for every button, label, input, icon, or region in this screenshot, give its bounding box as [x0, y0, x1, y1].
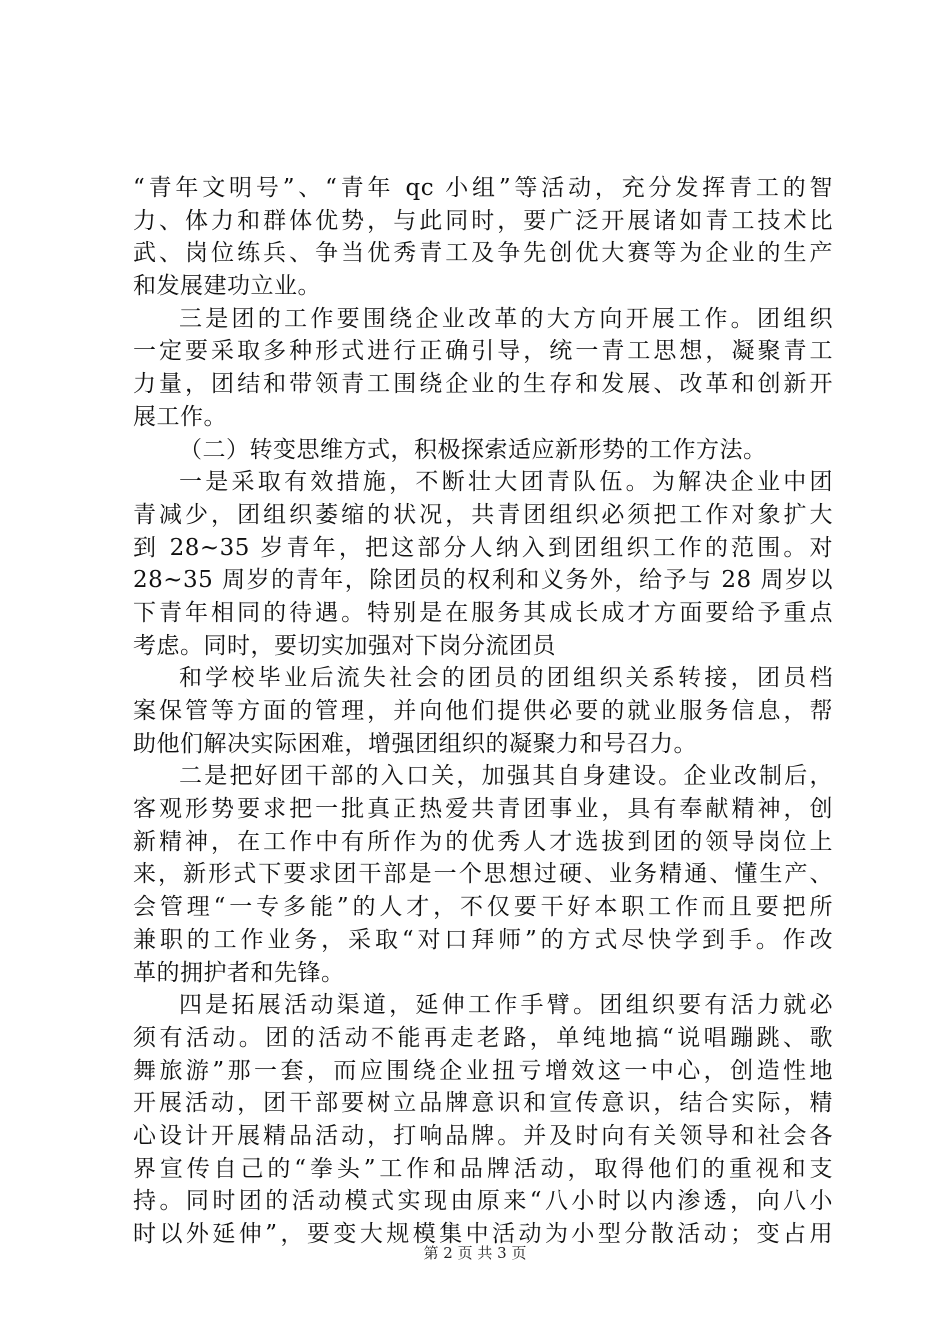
body-text	[133, 172, 833, 1251]
text-line: 和发展建功立业。	[133, 273, 321, 300]
text-line: 力量，团结和带领青工围绕企业的生存和发展、改革和创新开	[133, 371, 833, 398]
paragraph-first-line: 二是把好团干部的入口关，加强其自身建设。企业改制后，	[179, 763, 833, 790]
text-line: 时以外延伸”，要变大规模集中活动为小型分散活动；变占用	[133, 1221, 833, 1247]
paragraph-first-line: 一是采取有效措施，不断壮大团青队伍。为解决企业中团	[179, 469, 833, 496]
section-heading: （二）转变思维方式，积极探索适应新形势的工作方法。	[179, 436, 767, 463]
text-line: 下青年相同的待遇。特别是在服务其成长成才方面要给予重点	[133, 599, 833, 626]
text-line: 展工作。	[133, 403, 227, 430]
text-line: 武、岗位练兵、争当优秀青工及争先创优大赛等为企业的生产	[133, 240, 833, 267]
text-line: 到 28~35 岁青年，把这部分人纳入到团组织工作的范围。对	[133, 534, 833, 561]
paragraph-first-line: 四是拓展活动渠道，延伸工作手臂。团组织要有活力就必	[179, 992, 833, 1019]
text-line: 开展活动，团干部要树立品牌意识和宣传意识，结合实际，精	[133, 1090, 833, 1117]
text-line: 一定要采取多种形式进行正确引导，统一青工思想，凝聚青工	[133, 338, 833, 365]
text-line: 心设计开展精品活动，打响品牌。并及时向有关领导和社会各	[133, 1122, 833, 1149]
text-line: 须有活动。团的活动不能再走老路，单纯地搞“说唱蹦跳、歌	[133, 1024, 833, 1051]
text-line: 兼职的工作业务，采取“对口拜师”的方式尽快学到手。作改	[133, 926, 833, 953]
paragraph-first-line: 三是团的工作要围绕企业改革的大方向开展工作。团组织	[179, 305, 833, 332]
text-line: 青减少，团组织萎缩的状况，共青团组织必须把工作对象扩大	[133, 501, 833, 528]
text-line: 持。同时团的活动模式实现由原来“八小时以内渗透，向八小	[133, 1188, 833, 1215]
text-line: 案保管等方面的管理，并向他们提供必要的就业服务信息，帮	[133, 698, 833, 724]
text-line: 客观形势要求把一批真正热爱共青团事业，具有奉献精神，创	[133, 796, 833, 823]
text-line: 舞旅游”那一套，而应围绕企业扭亏增效这一中心，创造性地	[133, 1057, 833, 1084]
text-line: 革的拥护者和先锋。	[133, 959, 345, 986]
text-line: 界宣传自己的“拳头”工作和品牌活动，取得他们的重视和支	[133, 1155, 833, 1182]
text-line: 28~35 周岁的青年，除团员的权利和义务外，给予与 28 周岁以	[133, 567, 833, 594]
text-line: 会管理“一专多能”的人才，不仅要干好本职工作而且要把所	[133, 894, 833, 921]
text-line: 来，新形式下要求团干部是一个思想过硬、业务精通、懂生产、	[133, 861, 833, 888]
text-line: 考虑。同时，要切实加强对下岗分流团员	[133, 632, 556, 659]
text-line: “青年文明号”、“青年 qc 小组”等活动，充分发挥青工的智	[133, 175, 833, 201]
paragraph-first-line: 和学校毕业后流失社会的团员的团组织关系转接，团员档	[179, 665, 833, 692]
text-line: 新精神，在工作中有所作为的优秀人才选拔到团的领导岗位上	[133, 828, 833, 855]
page-number-footer: 第 2 页 共 3 页	[423, 1244, 527, 1262]
text-line: 助他们解决实际困难，增强团组织的凝聚力和号召力。	[133, 730, 697, 757]
text-line: 力、体力和群体优势，与此同时，要广泛开展诸如青工技术比	[133, 207, 833, 234]
